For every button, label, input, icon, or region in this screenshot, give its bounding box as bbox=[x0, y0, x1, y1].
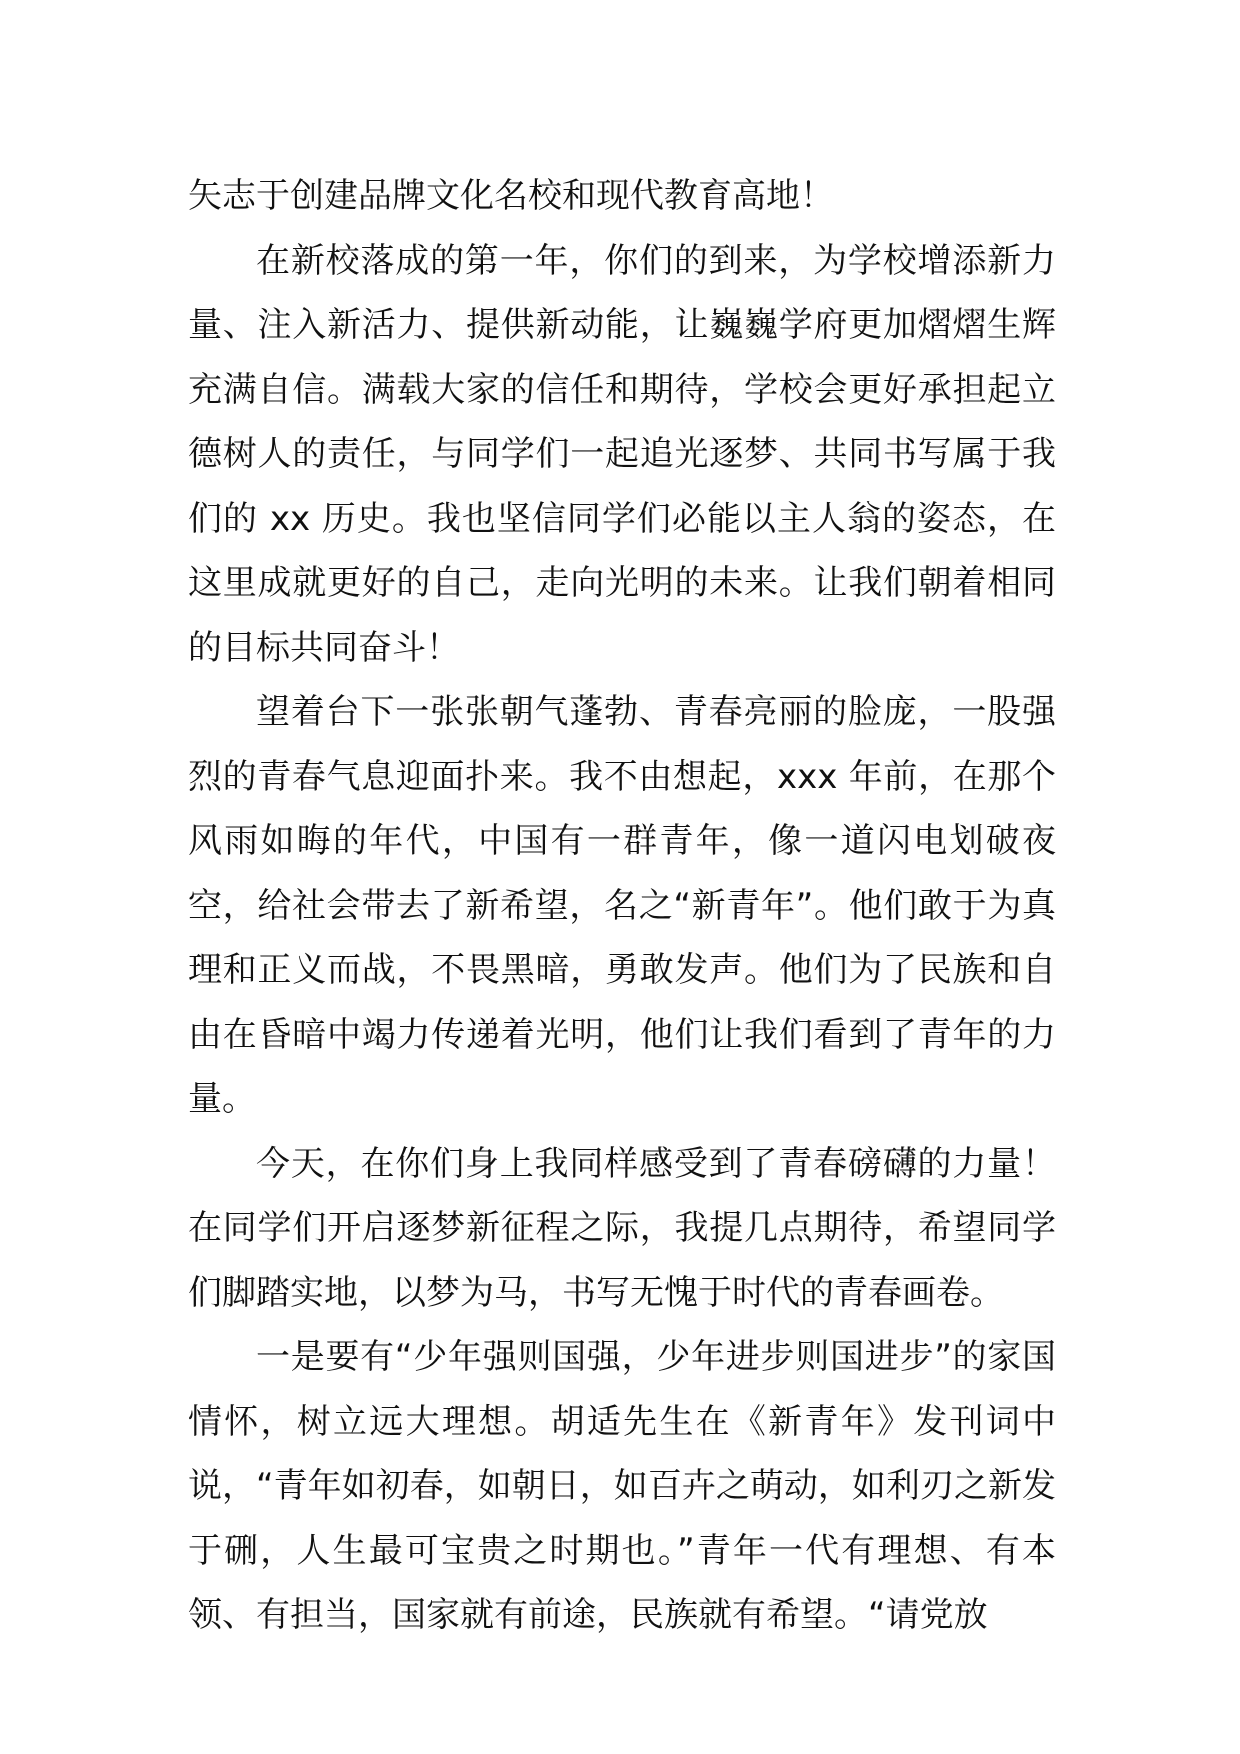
document-page bbox=[188, 164, 1056, 1648]
paragraph-2: 在新校落成的第一年，你们的到来，为学校增添新力量、注入新活力、提供新动能，让巍巍学府更加熠熠生辉充满自信。满载大家的信任和期待，学校会更好承担起立德树人的责任，与同学们一起追光逐梦、共同书写属于我们的 xx 历史。我也坚信同学们必能以主人翁的姿态，在这里成就更好的自己，走向光明的未来。让我们朝着相同的目标共同奋斗！ bbox=[188, 240, 1056, 668]
paragraph-5: 一是要有“少年强则国强，少年进步则国进步”的家国情怀，树立远大理想。胡适先生在《新青年》发刊词中说，“青年如初春，如朝日，如百卉之萌动，如利刃之新发于硎，人生最可宝贵之时期也。”青年一代有理想、有本领、有担当，国家就有前途，民族就有希望。“请党放 bbox=[188, 1337, 1056, 1635]
paragraph-3: 望着台下一张张朝气蓬勃、青春亮丽的脸庞，一股强烈的青春气息迎面扑来。我不由想起，xxx 年前，在那个风雨如晦的年代，中国有一群青年，像一道闪电划破夜空，给社会带去了新希望，名之“新青年”。他们敢于为真理和正义而战，不畏黑暗，勇敢发声。他们为了民族和自由在昏暗中竭力传递着光明，他们让我们看到了青年的力量。 bbox=[188, 692, 1056, 1119]
paragraph-4: 今天，在你们身上我同样感受到了青春磅礴的力量！在同学们开启逐梦新征程之际，我提几点期待，希望同学们脚踏实地，以梦为马，书写无愧于时代的青春画卷。 bbox=[188, 1143, 1056, 1313]
paragraph-1: 矢志于创建品牌文化名校和现代教育高地！ bbox=[188, 176, 834, 216]
